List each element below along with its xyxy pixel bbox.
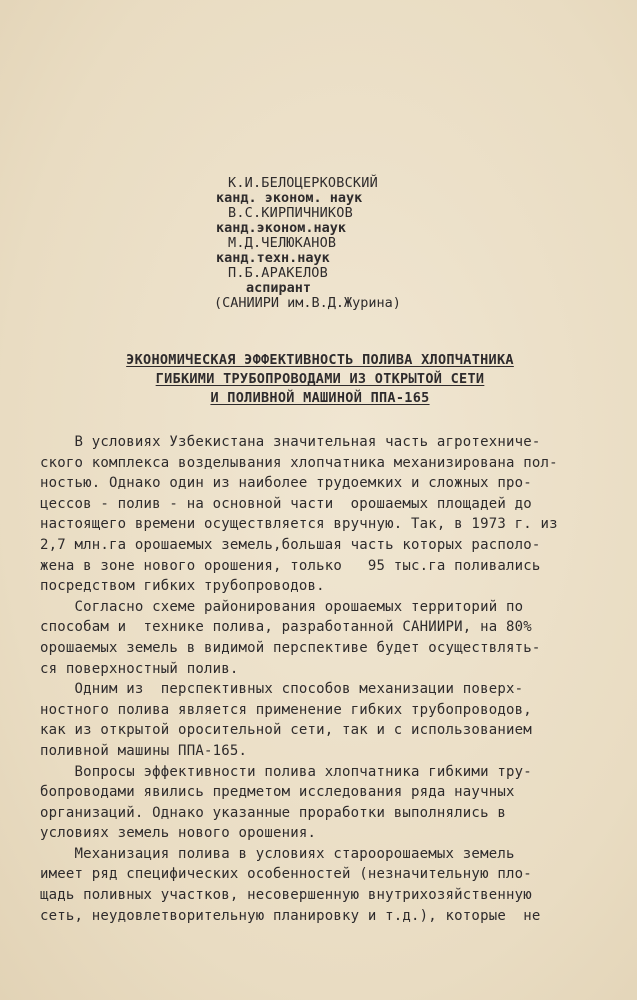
text-line: орошаемых земель в видимой перспективе будет осуществлять- xyxy=(40,639,541,656)
text-line: жена в зоне нового орошения, только 95 тыс.га поливались xyxy=(40,557,541,574)
author-name: В.С.КИРПИЧНИКОВ xyxy=(228,205,353,221)
author-degree: канд.эконом.наук xyxy=(216,220,347,236)
author-name: М.Д.ЧЕЛЮКАНОВ xyxy=(228,235,337,251)
author-name: К.И.БЕЛОЦЕРКОВСКИЙ xyxy=(228,175,378,191)
text-line: В условиях Узбекистана значительная часть агротехниче- xyxy=(40,434,541,450)
text-line: ся поверхностный полив. xyxy=(40,660,239,677)
text-line: как из открытой оросительной сети, так и с использованием xyxy=(40,722,532,739)
author-name: П.Б.АРАКЕЛОВ xyxy=(228,265,328,281)
text-line: настоящего времени осуществляется вручную. Так, в 1973 г. из xyxy=(40,516,558,533)
text-line: цессов - полив - на основной части орошаемых площадей до xyxy=(40,495,532,512)
text-line: Механизация полива в условиях староорошаемых земель xyxy=(40,845,515,862)
text-line: ностью. Однако один из наиболее трудоемких и сложных про- xyxy=(40,475,532,492)
author-degree: канд.техн.наук xyxy=(216,250,330,266)
text-line: посредством гибких трубопроводов. xyxy=(40,578,325,595)
text-line: условиях земель нового орошения. xyxy=(40,825,317,842)
text-line: сеть, неудовлетворительную планировку и т.д.), которые не xyxy=(40,907,541,924)
title-line: ГИБКИМИ ТРУБОПРОВОДАМИ ИЗ ОТКРЫТОЙ СЕТИ xyxy=(155,371,485,387)
text-line: ностного полива является применение гибких трубопроводов, xyxy=(40,701,532,718)
title-line: ЭКОНОМИЧЕСКАЯ ЭФФЕКТИВНОСТЬ ПОЛИВА ХЛОПЧАТНИКА xyxy=(126,352,514,368)
text-line: поливной машины ППА-165. xyxy=(40,742,248,759)
text-line: Одним из перспективных способов механизации поверх- xyxy=(40,681,524,698)
author-block xyxy=(170,176,470,311)
body-text xyxy=(40,432,610,926)
text-line: организаций. Однако указанные проработки выполнялись в xyxy=(40,804,506,821)
text-line: Согласно схеме районирования орошаемых территорий по xyxy=(40,598,524,615)
text-line: 2,7 млн.га орошаемых земель,большая часть которых располо- xyxy=(40,536,541,553)
affiliation: (САНИИРИ им.В.Д.Журина) xyxy=(214,295,401,311)
text-line: имеет ряд специфических особенностей (незначительную пло- xyxy=(40,866,532,883)
title-line: И ПОЛИВНОЙ МАШИНОЙ ППА-165 xyxy=(210,390,430,406)
text-line: бопроводами явились предметом исследования ряда научных xyxy=(40,784,515,801)
author-degree: аспирант xyxy=(246,280,312,296)
text-line: способам и технике полива, разработанной САНИИРИ, на 80% xyxy=(40,619,532,636)
text-line: ского комплекса возделывания хлопчатника механизирована пол- xyxy=(40,454,558,471)
text-line: Вопросы эффективности полива хлопчатника гибкими тру- xyxy=(40,763,532,780)
article-title xyxy=(60,351,580,408)
text-line: щадь поливных участков, несовершенную внутрихозяйственную xyxy=(40,887,532,904)
author-degree: канд. эконом. наук xyxy=(216,190,363,206)
